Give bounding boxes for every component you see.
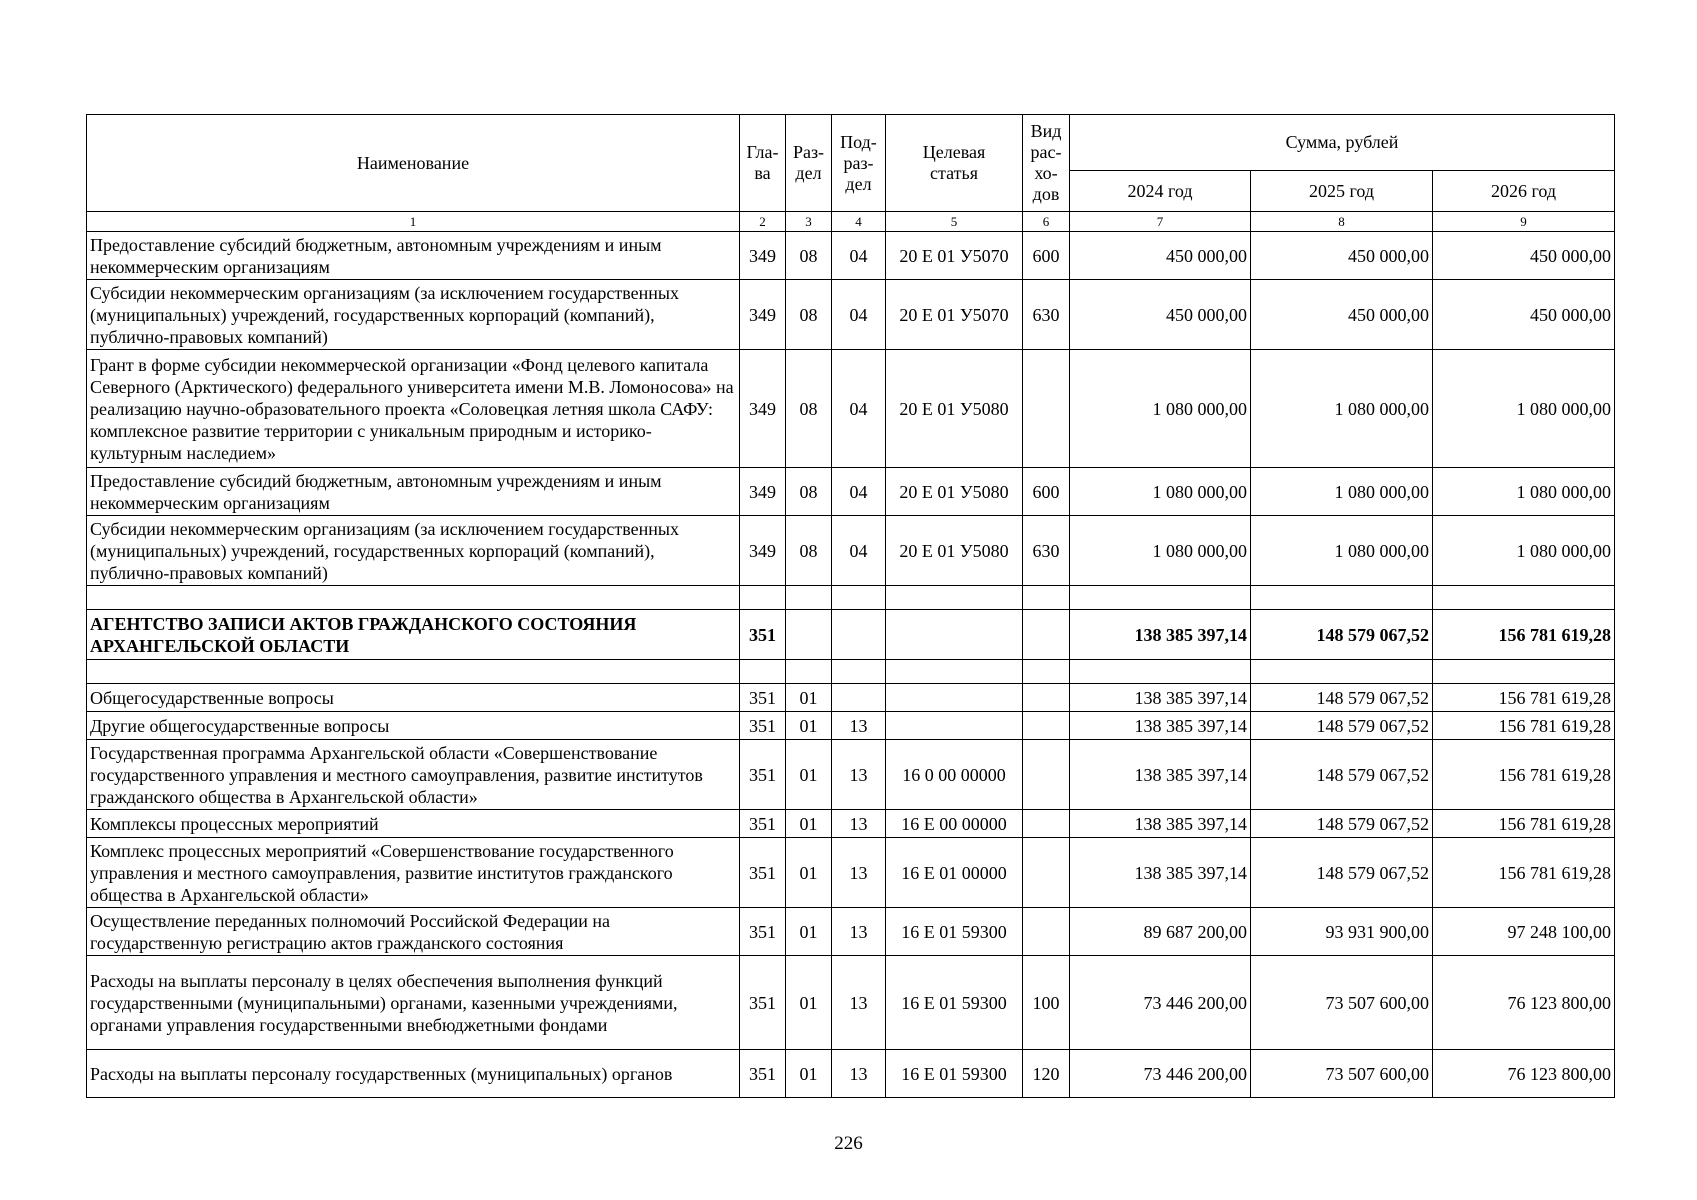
row-podrazdel [832,660,886,684]
row-razdel: 08 [786,468,832,516]
row-glava: 349 [740,516,786,586]
header-podrazdel: Под- раз- дел [832,115,886,212]
table-row [87,1050,1615,1098]
row-glava: 349 [740,468,786,516]
row-podrazdel [832,586,886,610]
row-razdel [786,586,832,610]
header-year-2025: 2025 год [1251,171,1433,212]
row-razdel: 01 [786,810,832,838]
row-sum-2024: 138 385 397,14 [1070,838,1251,908]
row-sum-2024: 450 000,00 [1070,280,1251,350]
row-razdel: 01 [786,712,832,740]
row-podrazdel: 13 [832,908,886,956]
row-glava: 351 [740,740,786,810]
row-sum-2024: 138 385 397,14 [1070,712,1251,740]
row-razdel: 08 [786,280,832,350]
row-glava: 351 [740,684,786,712]
row-name: Государственная программа Архангельской области «Совершенствование государственного управления и местного самоуправления, развитие институтов гражданского общества в Архангельской области» [87,740,740,810]
row-sum-2025: 1 080 000,00 [1251,516,1433,586]
row-target-article [886,684,1023,712]
row-sum-2024: 138 385 397,14 [1070,610,1251,660]
row-name: Другие общегосударственные вопросы [87,712,740,740]
row-sum-2026: 156 781 619,28 [1433,610,1615,660]
row-expense-type [1023,712,1070,740]
row-target-article [886,660,1023,684]
row-target-article: 20 Е 01 У5070 [886,232,1023,280]
table-row [87,280,1615,350]
row-sum-2024: 1 080 000,00 [1070,350,1251,468]
row-expense-type [1023,740,1070,810]
row-expense-type: 120 [1023,1050,1070,1098]
header-name: Наименование [87,115,740,212]
table-row [87,740,1615,810]
row-name: Расходы на выплаты персоналу в целях обеспечения выполнения функций государственными (муниципальными) органами, казенными учреждениями, органами управления государственными внебюджетными фондами [87,956,740,1050]
row-target-article: 16 0 00 00000 [886,740,1023,810]
col-number: 1 [87,212,740,232]
row-razdel: 08 [786,350,832,468]
row-sum-2025: 73 507 600,00 [1251,956,1433,1050]
row-razdel: 08 [786,516,832,586]
spacer-row [87,660,1615,684]
row-expense-type: 100 [1023,956,1070,1050]
row-target-article [886,610,1023,660]
row-razdel: 01 [786,838,832,908]
row-target-article: 16 Е 00 00000 [886,810,1023,838]
row-sum-2024: 138 385 397,14 [1070,810,1251,838]
row-sum-2026: 1 080 000,00 [1433,468,1615,516]
row-expense-type [1023,810,1070,838]
row-target-article: 16 Е 01 00000 [886,838,1023,908]
row-target-article: 20 Е 01 У5080 [886,516,1023,586]
budget-table [86,114,1615,1098]
row-glava: 349 [740,280,786,350]
row-razdel: 01 [786,740,832,810]
row-sum-2025: 73 507 600,00 [1251,1050,1433,1098]
row-target-article: 16 Е 01 59300 [886,908,1023,956]
row-name: Грант в форме субсидии некоммерческой организации «Фонд целевого капитала Северного (Арктического) федерального университета имени М.В. Ломоносова» на реализацию научно-образовательного проекта «Соловецкая летняя школа САФУ: комплексное развитие территории с уникальным природным и историко-культурным наследием» [87,350,740,468]
row-glava: 349 [740,232,786,280]
col-number: 8 [1251,212,1433,232]
table-row [87,350,1615,468]
col-number: 7 [1070,212,1251,232]
row-name: Общегосударственные вопросы [87,684,740,712]
row-podrazdel: 13 [832,740,886,810]
table-row [87,610,1615,660]
row-podrazdel: 13 [832,1050,886,1098]
row-name [87,660,740,684]
row-glava: 351 [740,838,786,908]
row-sum-2026: 1 080 000,00 [1433,516,1615,586]
row-razdel: 01 [786,684,832,712]
row-glava [740,660,786,684]
row-expense-type: 600 [1023,468,1070,516]
row-sum-2025: 93 931 900,00 [1251,908,1433,956]
row-glava [740,586,786,610]
row-sum-2026: 97 248 100,00 [1433,908,1615,956]
row-glava: 351 [740,610,786,660]
row-sum-2025: 450 000,00 [1251,280,1433,350]
row-expense-type [1023,586,1070,610]
row-podrazdel: 04 [832,516,886,586]
row-sum-2025: 148 579 067,52 [1251,810,1433,838]
row-podrazdel: 13 [832,956,886,1050]
row-sum-2026: 1 080 000,00 [1433,350,1615,468]
row-target-article [886,712,1023,740]
row-sum-2026: 450 000,00 [1433,280,1615,350]
row-razdel: 01 [786,956,832,1050]
row-podrazdel [832,610,886,660]
row-podrazdel: 04 [832,232,886,280]
row-glava: 349 [740,350,786,468]
row-sum-2026: 156 781 619,28 [1433,838,1615,908]
row-expense-type [1023,838,1070,908]
row-sum-2024: 89 687 200,00 [1070,908,1251,956]
header-sum: Сумма, рублей [1070,115,1615,171]
col-number: 3 [786,212,832,232]
row-sum-2024: 73 446 200,00 [1070,1050,1251,1098]
table-row [87,810,1615,838]
table-row [87,712,1615,740]
col-number: 2 [740,212,786,232]
row-name: Осуществление переданных полномочий Российской Федерации на государственную регистрацию актов гражданского состояния [87,908,740,956]
row-expense-type [1023,908,1070,956]
row-expense-type: 630 [1023,516,1070,586]
row-name: Комплексы процессных мероприятий [87,810,740,838]
row-expense-type [1023,350,1070,468]
row-sum-2024 [1070,586,1251,610]
page-number: 226 [834,1133,863,1154]
row-target-article: 16 Е 01 59300 [886,1050,1023,1098]
row-sum-2024: 450 000,00 [1070,232,1251,280]
row-sum-2025: 148 579 067,52 [1251,684,1433,712]
row-sum-2025: 148 579 067,52 [1251,838,1433,908]
row-sum-2025: 1 080 000,00 [1251,468,1433,516]
row-podrazdel [832,684,886,712]
row-name: Субсидии некоммерческим организациям (за исключением государственных (муниципальных) учреждений, государственных корпораций (компаний), публично-правовых компаний) [87,516,740,586]
row-sum-2026 [1433,586,1615,610]
row-name: Комплекс процессных мероприятий «Совершенствование государственного управления и местного самоуправления, развитие институтов гражданского общества в Архангельской области» [87,838,740,908]
row-sum-2024: 1 080 000,00 [1070,516,1251,586]
spacer-row [87,586,1615,610]
row-podrazdel: 13 [832,838,886,908]
row-sum-2025 [1251,586,1433,610]
col-number: 9 [1433,212,1615,232]
row-name: АГЕНТСТВО ЗАПИСИ АКТОВ ГРАЖДАНСКОГО СОСТОЯНИЯ АРХАНГЕЛЬСКОЙ ОБЛАСТИ [87,610,740,660]
row-glava: 351 [740,712,786,740]
row-name: Расходы на выплаты персоналу государственных (муниципальных) органов [87,1050,740,1098]
row-razdel: 01 [786,908,832,956]
table-row [87,956,1615,1050]
col-number: 4 [832,212,886,232]
row-sum-2026: 450 000,00 [1433,232,1615,280]
row-expense-type [1023,684,1070,712]
header-expense-type: Вид рас- хо- дов [1023,115,1070,212]
header-year-2026: 2026 год [1433,171,1615,212]
row-glava: 351 [740,908,786,956]
row-sum-2024: 138 385 397,14 [1070,684,1251,712]
row-podrazdel: 04 [832,468,886,516]
row-expense-type: 600 [1023,232,1070,280]
row-sum-2026 [1433,660,1615,684]
row-sum-2026: 156 781 619,28 [1433,740,1615,810]
row-target-article: 16 Е 01 59300 [886,956,1023,1050]
row-sum-2024: 1 080 000,00 [1070,468,1251,516]
row-glava: 351 [740,1050,786,1098]
header-target-article: Целевая статья [886,115,1023,212]
table-row [87,908,1615,956]
row-sum-2026: 76 123 800,00 [1433,956,1615,1050]
row-expense-type: 630 [1023,280,1070,350]
row-glava: 351 [740,810,786,838]
row-sum-2024: 73 446 200,00 [1070,956,1251,1050]
table-row [87,468,1615,516]
row-sum-2025: 450 000,00 [1251,232,1433,280]
header-glava: Гла- ва [740,115,786,212]
row-sum-2025: 148 579 067,52 [1251,712,1433,740]
row-target-article: 20 Е 01 У5080 [886,350,1023,468]
row-sum-2026: 156 781 619,28 [1433,712,1615,740]
row-sum-2024: 138 385 397,14 [1070,740,1251,810]
row-target-article: 20 Е 01 У5070 [886,280,1023,350]
row-razdel: 08 [786,232,832,280]
row-expense-type [1023,660,1070,684]
row-sum-2024 [1070,660,1251,684]
table-row [87,232,1615,280]
table-body [87,232,1615,1098]
row-sum-2026: 156 781 619,28 [1433,810,1615,838]
row-sum-2026: 156 781 619,28 [1433,684,1615,712]
row-razdel [786,610,832,660]
row-sum-2026: 76 123 800,00 [1433,1050,1615,1098]
row-name [87,586,740,610]
col-number: 6 [1023,212,1070,232]
row-name: Предоставление субсидий бюджетным, автономным учреждениям и иным некоммерческим организациям [87,232,740,280]
row-target-article [886,586,1023,610]
row-podrazdel: 13 [832,712,886,740]
row-sum-2025 [1251,660,1433,684]
row-glava: 351 [740,956,786,1050]
row-razdel [786,660,832,684]
header-razdel: Раз- дел [786,115,832,212]
row-name: Предоставление субсидий бюджетным, автономным учреждениям и иным некоммерческим организациям [87,468,740,516]
row-target-article: 20 Е 01 У5080 [886,468,1023,516]
row-podrazdel: 13 [832,810,886,838]
table-row [87,684,1615,712]
table-row [87,516,1615,586]
row-expense-type [1023,610,1070,660]
row-podrazdel: 04 [832,350,886,468]
row-sum-2025: 148 579 067,52 [1251,740,1433,810]
row-name: Субсидии некоммерческим организациям (за исключением государственных (муниципальных) учреждений, государственных корпораций (компаний), публично-правовых компаний) [87,280,740,350]
row-podrazdel: 04 [832,280,886,350]
table-row [87,838,1615,908]
col-number: 5 [886,212,1023,232]
header-year-2024: 2024 год [1070,171,1251,212]
row-razdel: 01 [786,1050,832,1098]
row-sum-2025: 1 080 000,00 [1251,350,1433,468]
row-sum-2025: 148 579 067,52 [1251,610,1433,660]
